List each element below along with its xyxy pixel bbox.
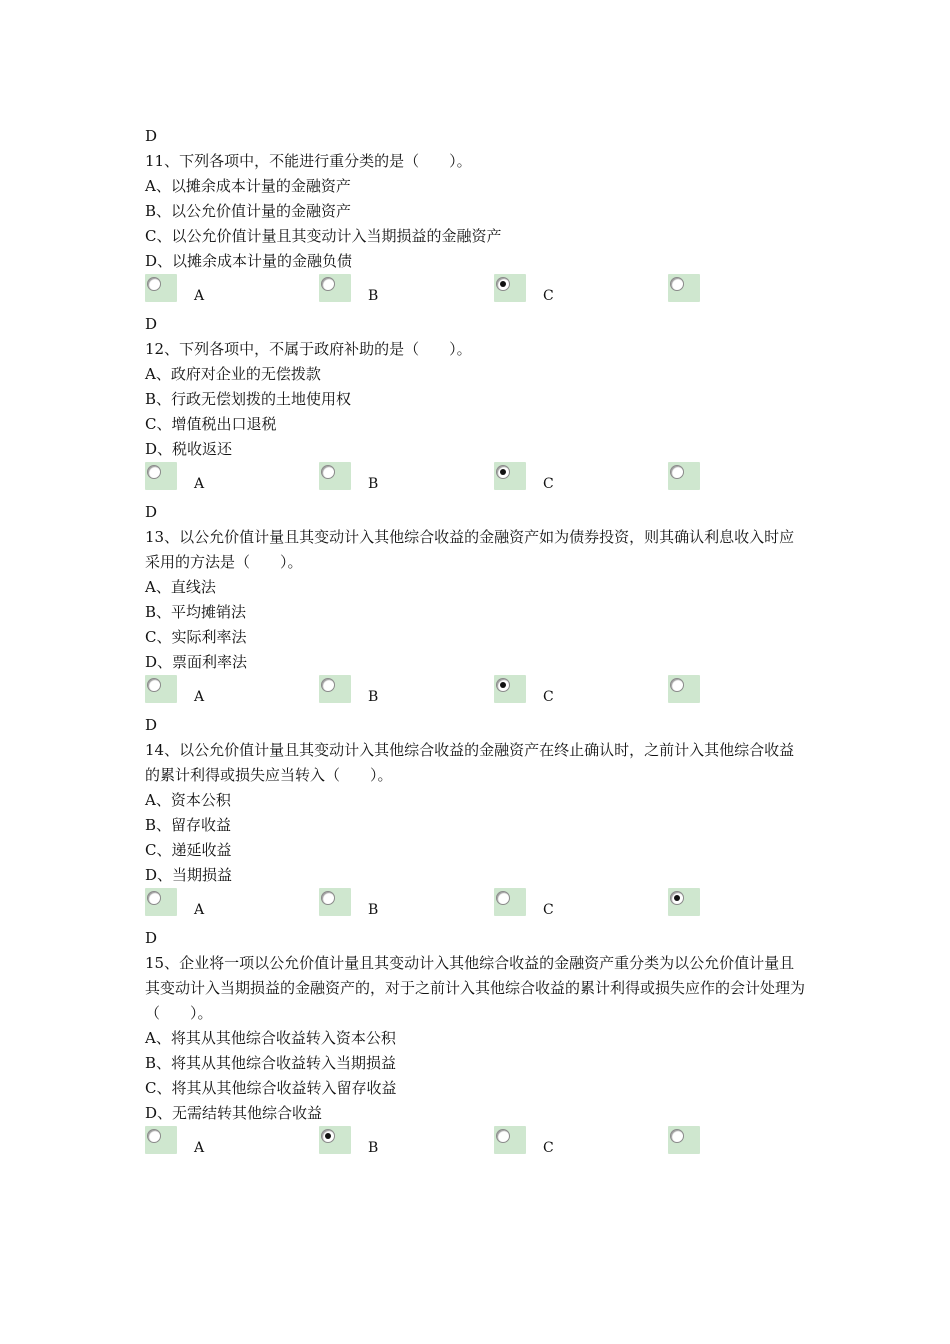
radio-button[interactable]	[145, 675, 177, 703]
radio-circle-icon	[321, 891, 335, 905]
option-text-c: C、实际利率法	[145, 628, 247, 646]
radio-option-d[interactable]	[668, 675, 788, 709]
radio-button[interactable]	[494, 888, 526, 916]
radio-label: B	[368, 288, 379, 304]
radio-button[interactable]	[668, 462, 700, 490]
radio-button[interactable]	[668, 888, 700, 916]
answer-radio-group	[145, 462, 805, 500]
question-text: 15、企业将一项以公允价值计量且其变动计入其他综合收益的金融资产重分类为以公允价值计量且其变动计入当期损益的金融资产的，对于之前计入其他综合收益的累计利得或损失应作的会计处理为（ ）。	[145, 954, 806, 1022]
quiz-page	[145, 124, 805, 1164]
option-text-d: D、以摊余成本计量的金融负债	[145, 252, 353, 270]
radio-option-b[interactable]	[319, 675, 439, 709]
radio-circle-icon	[496, 678, 510, 692]
question-text: 14、以公允价值计量且其变动计入其他综合收益的金融资产在终止确认时，之前计入其他综合收益的累计利得或损失应当转入（ ）。	[145, 741, 795, 784]
option-text-b: B、平均摊销法	[145, 603, 247, 621]
option-text-a: A、资本公积	[145, 791, 231, 809]
option-text-d: D、无需结转其他综合收益	[145, 1104, 323, 1122]
radio-option-d[interactable]	[668, 888, 788, 922]
previous-answer-label: D	[145, 127, 158, 145]
answer-radio-group	[145, 274, 805, 312]
radio-circle-icon	[147, 891, 161, 905]
previous-answer-label: D	[145, 315, 158, 333]
radio-selected-dot-icon	[325, 1133, 331, 1139]
radio-button[interactable]	[668, 675, 700, 703]
option-text-b: B、行政无偿划拨的土地使用权	[145, 390, 352, 408]
radio-label: A	[194, 476, 205, 492]
radio-circle-icon	[321, 1129, 335, 1143]
radio-option-d[interactable]	[668, 1126, 788, 1160]
question-text: 12、下列各项中，不属于政府补助的是（ ）。	[145, 340, 472, 358]
radio-circle-icon	[321, 277, 335, 291]
radio-circle-icon	[670, 678, 684, 692]
radio-label: A	[194, 689, 205, 705]
radio-button[interactable]	[319, 462, 351, 490]
question-text: 11、下列各项中，不能进行重分类的是（ ）。	[145, 152, 472, 170]
option-text-d: D、税收返还	[145, 440, 233, 458]
radio-button[interactable]	[145, 888, 177, 916]
radio-label: A	[194, 1140, 205, 1156]
radio-button[interactable]	[319, 1126, 351, 1154]
radio-circle-icon	[147, 1129, 161, 1143]
option-text-c: C、以公允价值计量且其变动计入当期损益的金融资产	[145, 227, 502, 245]
option-text-c: C、增值税出口退税	[145, 415, 277, 433]
radio-selected-dot-icon	[500, 281, 506, 287]
radio-label: C	[543, 902, 554, 918]
radio-option-d[interactable]	[668, 274, 788, 308]
radio-option-b[interactable]	[319, 888, 439, 922]
question-14	[145, 713, 805, 926]
radio-circle-icon	[670, 465, 684, 479]
option-text-b: B、以公允价值计量的金融资产	[145, 202, 352, 220]
radio-label: B	[368, 476, 379, 492]
radio-circle-icon	[670, 277, 684, 291]
radio-label: B	[368, 902, 379, 918]
radio-option-b[interactable]	[319, 274, 439, 308]
previous-answer-label: D	[145, 929, 158, 947]
radio-label: C	[543, 476, 554, 492]
option-text-a: A、政府对企业的无偿拨款	[145, 365, 321, 383]
radio-option-c[interactable]	[494, 675, 614, 709]
question-text: 13、以公允价值计量且其变动计入其他综合收益的金融资产如为债券投资，则其确认利息收入时应采用的方法是（ ）。	[145, 528, 795, 571]
radio-label: B	[368, 1140, 379, 1156]
radio-label: A	[194, 902, 205, 918]
radio-button[interactable]	[494, 675, 526, 703]
previous-answer-label: D	[145, 716, 158, 734]
radio-button[interactable]	[145, 274, 177, 302]
question-12	[145, 312, 805, 500]
option-text-c: C、将其从其他综合收益转入留存收益	[145, 1079, 397, 1097]
radio-option-d[interactable]	[668, 462, 788, 496]
radio-label: A	[194, 288, 205, 304]
radio-option-a[interactable]	[145, 462, 265, 496]
radio-circle-icon	[496, 891, 510, 905]
radio-label: C	[543, 288, 554, 304]
radio-label: C	[543, 689, 554, 705]
previous-answer-label: D	[145, 503, 158, 521]
radio-circle-icon	[670, 891, 684, 905]
radio-circle-icon	[670, 1129, 684, 1143]
radio-circle-icon	[496, 277, 510, 291]
radio-option-c[interactable]	[494, 274, 614, 308]
answer-radio-group	[145, 1126, 805, 1164]
radio-option-a[interactable]	[145, 888, 265, 922]
radio-button[interactable]	[319, 888, 351, 916]
radio-option-a[interactable]	[145, 1126, 265, 1160]
radio-label: B	[368, 689, 379, 705]
radio-option-a[interactable]	[145, 675, 265, 709]
radio-selected-dot-icon	[500, 682, 506, 688]
radio-option-a[interactable]	[145, 274, 265, 308]
option-text-c: C、递延收益	[145, 841, 232, 859]
option-text-a: A、将其从其他综合收益转入资本公积	[145, 1029, 396, 1047]
answer-radio-group	[145, 675, 805, 713]
radio-button[interactable]	[494, 1126, 526, 1154]
radio-selected-dot-icon	[674, 895, 680, 901]
radio-button[interactable]	[145, 462, 177, 490]
radio-circle-icon	[147, 465, 161, 479]
radio-circle-icon	[496, 1129, 510, 1143]
radio-option-c[interactable]	[494, 888, 614, 922]
radio-option-b[interactable]	[319, 462, 439, 496]
question-15	[145, 926, 805, 1164]
radio-button[interactable]	[319, 274, 351, 302]
radio-circle-icon	[321, 465, 335, 479]
option-text-b: B、将其从其他综合收益转入当期损益	[145, 1054, 397, 1072]
option-text-a: A、以摊余成本计量的金融资产	[145, 177, 351, 195]
radio-button[interactable]	[145, 1126, 177, 1154]
radio-button[interactable]	[319, 675, 351, 703]
radio-button[interactable]	[668, 1126, 700, 1154]
option-text-d: D、票面利率法	[145, 653, 248, 671]
radio-selected-dot-icon	[500, 469, 506, 475]
option-text-b: B、留存收益	[145, 816, 232, 834]
radio-circle-icon	[496, 465, 510, 479]
radio-circle-icon	[147, 678, 161, 692]
question-11	[145, 124, 805, 312]
option-text-a: A、直线法	[145, 578, 216, 596]
question-13	[145, 500, 805, 713]
radio-button[interactable]	[494, 462, 526, 490]
radio-option-c[interactable]	[494, 1126, 614, 1160]
answer-radio-group	[145, 888, 805, 926]
radio-option-b[interactable]	[319, 1126, 439, 1160]
radio-option-c[interactable]	[494, 462, 614, 496]
option-text-d: D、当期损益	[145, 866, 233, 884]
radio-circle-icon	[147, 277, 161, 291]
radio-button[interactable]	[494, 274, 526, 302]
radio-circle-icon	[321, 678, 335, 692]
radio-button[interactable]	[668, 274, 700, 302]
radio-label: C	[543, 1140, 554, 1156]
